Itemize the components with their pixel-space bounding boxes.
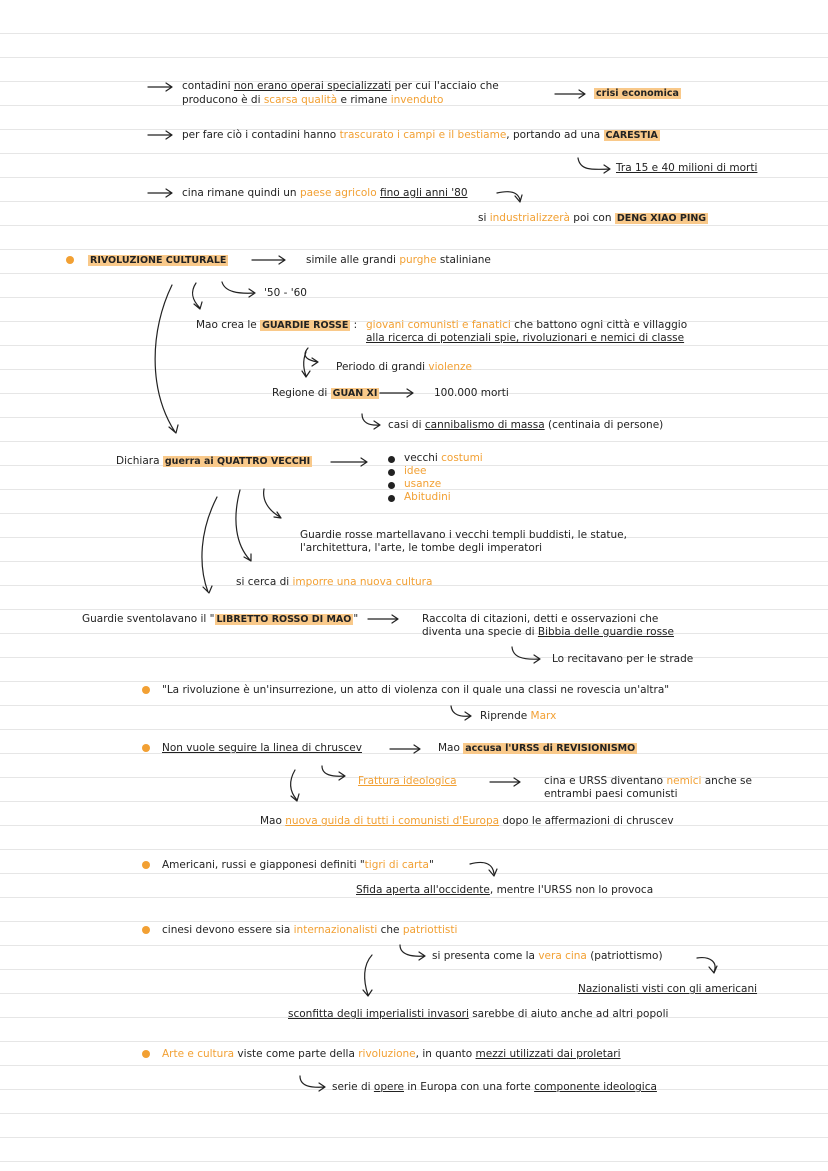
line-martellavano: Guardie rosse martellavano i vecchi templi buddisti, le statue, xyxy=(300,529,627,541)
text: (patriottismo) xyxy=(586,950,663,962)
highlight-text: guerra ai QUATTRO VECCHI xyxy=(164,456,311,467)
orange-text: Arte e cultura xyxy=(162,1048,235,1060)
text: Periodo di grandi xyxy=(336,361,429,373)
orange-text: rivoluzione xyxy=(358,1048,416,1060)
rivoluzione-culturale-title xyxy=(88,254,228,267)
text: si cerca di xyxy=(236,576,293,588)
arrow-curve-17 xyxy=(300,1076,325,1091)
crisi-economica xyxy=(594,87,681,100)
text: e rimane xyxy=(337,94,391,106)
text: cina e URSS diventano xyxy=(544,775,667,787)
orange-text: vera cina xyxy=(538,950,587,962)
arrow-curve-7 xyxy=(264,489,281,518)
text: , in quanto xyxy=(415,1048,476,1060)
highlight-text: accusa l'URSS di REVISIONISMO xyxy=(465,743,636,754)
orange-text: Marx xyxy=(530,710,557,722)
bullet-dot xyxy=(142,744,150,752)
arrow-3 xyxy=(148,189,172,197)
orange-text: violenze xyxy=(428,361,472,373)
morti-100000: 100.000 morti xyxy=(434,387,509,399)
years-label: '50 - '60 xyxy=(264,287,307,299)
arrow-curve-4 xyxy=(305,348,318,366)
text: , portando ad una xyxy=(506,129,604,141)
bullet-dot xyxy=(142,1050,150,1058)
text: si presenta come la xyxy=(432,950,539,962)
text: Mao crea le xyxy=(196,319,261,331)
arrow-libretto xyxy=(368,615,398,623)
arrow-curve-1 xyxy=(497,192,522,202)
arrow-1 xyxy=(148,83,172,91)
arrow-curve-6 xyxy=(362,414,380,429)
line-guida xyxy=(260,815,674,828)
text: Riprende xyxy=(480,710,531,722)
list-item-usanze: usanze xyxy=(404,478,442,490)
line-guardie-rosse xyxy=(196,319,357,332)
highlight-text: GUAN XI xyxy=(332,388,378,399)
text: in Europa con una forte xyxy=(404,1081,535,1093)
line-entrambi: entrambi paesi comunisti xyxy=(544,788,678,800)
text: Mao xyxy=(260,815,286,827)
highlight-text: DENG XIAO PING xyxy=(616,213,707,224)
list-item-costumi xyxy=(404,452,483,465)
bullet-dot xyxy=(142,926,150,934)
text: staliniane xyxy=(436,254,491,266)
text: (centinaia di persone) xyxy=(544,419,664,431)
orange-text: paese agricolo xyxy=(299,187,377,199)
underlined-text: fino agli anni '80 xyxy=(379,187,468,199)
text: poi con xyxy=(569,212,615,224)
arrow-curve-3 xyxy=(193,283,202,309)
arrow-crisi xyxy=(555,90,585,98)
line-contadini xyxy=(182,80,499,93)
line-vera-cina xyxy=(432,950,663,963)
arrow-curve-13 xyxy=(470,862,497,876)
orange-text: costumi xyxy=(441,452,483,464)
line-carestia xyxy=(182,129,660,142)
line-cannibalismo xyxy=(388,419,663,432)
line-recitavano: Lo recitavano per le strade xyxy=(552,653,694,665)
line-regione xyxy=(272,387,379,400)
line-nemici xyxy=(544,775,752,788)
line-deng xyxy=(478,212,708,225)
underlined-text: opere xyxy=(373,1081,404,1093)
list-bullet xyxy=(388,469,395,476)
orange-text: nemici xyxy=(666,775,702,787)
line-architettura: l'architettura, l'arte, le tombe degli imperatori xyxy=(300,542,543,554)
text: viste come parte della xyxy=(234,1048,359,1060)
orange-text: trascurato i campi e il bestiame xyxy=(339,129,507,141)
arrow-curve-15 xyxy=(697,958,717,973)
list-bullet xyxy=(388,456,395,463)
arrow-long-1 xyxy=(155,285,178,433)
text: simile alle grandi xyxy=(306,254,400,266)
text: : xyxy=(350,319,358,331)
arrow-curve-2 xyxy=(222,282,255,297)
line-ricerca: alla ricerca di potenziali spie, rivoluzionari e nemici di classe xyxy=(366,332,685,344)
arrow-chrus xyxy=(390,745,420,753)
line-paese-agricolo xyxy=(182,187,468,200)
line-purghe xyxy=(306,254,491,267)
arrow-2 xyxy=(148,131,172,139)
orange-text: industrializzerà xyxy=(489,212,570,224)
line-sconfitta xyxy=(288,1008,668,1021)
text: Americani, russi e giapponesi definiti " xyxy=(162,859,365,871)
list-item-abitudini: Abitudini xyxy=(404,491,451,503)
text: vecchi xyxy=(404,452,442,464)
text: , mentre l'URSS non lo provoca xyxy=(489,884,654,896)
highlight-text: CARESTIA xyxy=(605,130,658,141)
text: " xyxy=(353,613,359,625)
text: Dichiara xyxy=(116,455,163,467)
line-raccolta: Raccolta di citazioni, detti e osservazioni che xyxy=(422,613,659,625)
bullet-dot xyxy=(66,256,74,264)
text: dopo le affermazioni di chruscev xyxy=(499,815,674,827)
line-arte xyxy=(162,1048,621,1061)
line-producono xyxy=(182,94,443,107)
line-sfida xyxy=(356,884,653,897)
line-cinesi xyxy=(162,924,457,937)
text: per fare ciò i contadini hanno xyxy=(182,129,340,141)
orange-text: scarsa qualità xyxy=(263,94,338,106)
text: che xyxy=(377,924,403,936)
underlined-text: sconfitta degli imperialisti invasori xyxy=(288,1008,469,1020)
line-opere xyxy=(332,1081,657,1094)
underlined-text: componente ideologica xyxy=(534,1081,657,1093)
arrow-rc xyxy=(252,256,285,264)
text: Guardie sventolavano il " xyxy=(82,613,215,625)
line-nazionalisti: Nazionalisti visti con gli americani xyxy=(578,983,758,995)
underlined-text: Bibbia delle guardie rosse xyxy=(537,626,674,638)
highlight-text: RIVOLUZIONE CULTURALE xyxy=(90,255,227,266)
orange-text: purghe xyxy=(399,254,437,266)
line-periodo xyxy=(336,361,472,374)
text: cinesi devono essere sia xyxy=(162,924,294,936)
arrow-vecchi xyxy=(331,458,367,466)
arrow-frattura xyxy=(490,778,520,786)
arrow-long-2 xyxy=(202,497,217,593)
line-chruscev: Non vuole seguire la linea di chruscev xyxy=(162,742,362,754)
underlined-text: Sfida aperta all'occidente xyxy=(356,884,490,896)
list-bullet xyxy=(388,482,395,489)
underlined-text: non erano operai specializzati xyxy=(233,80,392,92)
arrow-curve-5 xyxy=(302,352,310,377)
arrow-curve-8 xyxy=(236,490,251,561)
orange-text: invenduto xyxy=(390,94,444,106)
text: Mao xyxy=(438,742,464,754)
line-bibbia xyxy=(422,626,674,639)
text: Regione di xyxy=(272,387,331,399)
orange-text: imporre una nuova cultura xyxy=(292,576,433,588)
highlight-text: LIBRETTO ROSSO DI MAO xyxy=(216,614,352,625)
text: diventa una specie di xyxy=(422,626,538,638)
text: " xyxy=(428,859,434,871)
quote-marx: "La rivoluzione è un'insurrezione, un atto di violenza con il quale una classi ne rovescia un'altra" xyxy=(162,684,670,696)
orange-text: tigri di carta xyxy=(364,859,429,871)
text: serie di xyxy=(332,1081,374,1093)
list-bullet xyxy=(388,495,395,502)
arrow-curve-10 xyxy=(451,706,471,720)
orange-text: patriottisti xyxy=(402,924,458,936)
text: anche se xyxy=(701,775,752,787)
arrow-curve-9 xyxy=(512,647,540,663)
list-item-idee: idee xyxy=(404,465,427,477)
frattura-ideologica: Frattura ideologica xyxy=(358,775,457,787)
arrow-guanxi xyxy=(380,389,413,397)
underlined-text: mezzi utilizzati dai proletari xyxy=(475,1048,621,1060)
text: cina rimane quindi un xyxy=(182,187,300,199)
highlight-text: crisi economica xyxy=(596,88,679,99)
bullet-dot xyxy=(142,861,150,869)
line-nuova-cultura xyxy=(236,576,432,589)
arrow-curve-14 xyxy=(400,945,425,960)
line-tigri xyxy=(162,859,434,872)
orange-text: nuova guida di tutti i comunisti d'Europa xyxy=(285,815,500,827)
orange-text: giovani comunisti e fanatici xyxy=(366,319,511,331)
orange-text: internazionalisti xyxy=(293,924,378,936)
line-accusa xyxy=(438,742,637,755)
bullet-dot xyxy=(142,686,150,694)
text: contadini xyxy=(182,80,234,92)
line-libretto xyxy=(82,613,358,626)
highlight-text: GUARDIE ROSSE xyxy=(262,320,349,331)
line-giovani xyxy=(366,319,687,332)
text: per cui l'acciaio che xyxy=(391,80,499,92)
underlined-text: cannibalismo di massa xyxy=(424,419,545,431)
text: casi di xyxy=(388,419,425,431)
line-riprende xyxy=(480,710,556,723)
text: che battono ogni città e villaggio xyxy=(510,319,688,331)
text: si xyxy=(478,212,490,224)
arrow-curve-12 xyxy=(291,770,299,801)
morti-count: Tra 15 e 40 milioni di morti xyxy=(616,162,758,174)
arrow-curve-11 xyxy=(322,766,345,780)
arrow-curve-16 xyxy=(363,955,372,996)
line-dichiara xyxy=(116,455,312,468)
text: sarebbe di aiuto anche ad altri popoli xyxy=(468,1008,669,1020)
arrow-morti xyxy=(578,158,610,173)
text: producono è di xyxy=(182,94,264,106)
